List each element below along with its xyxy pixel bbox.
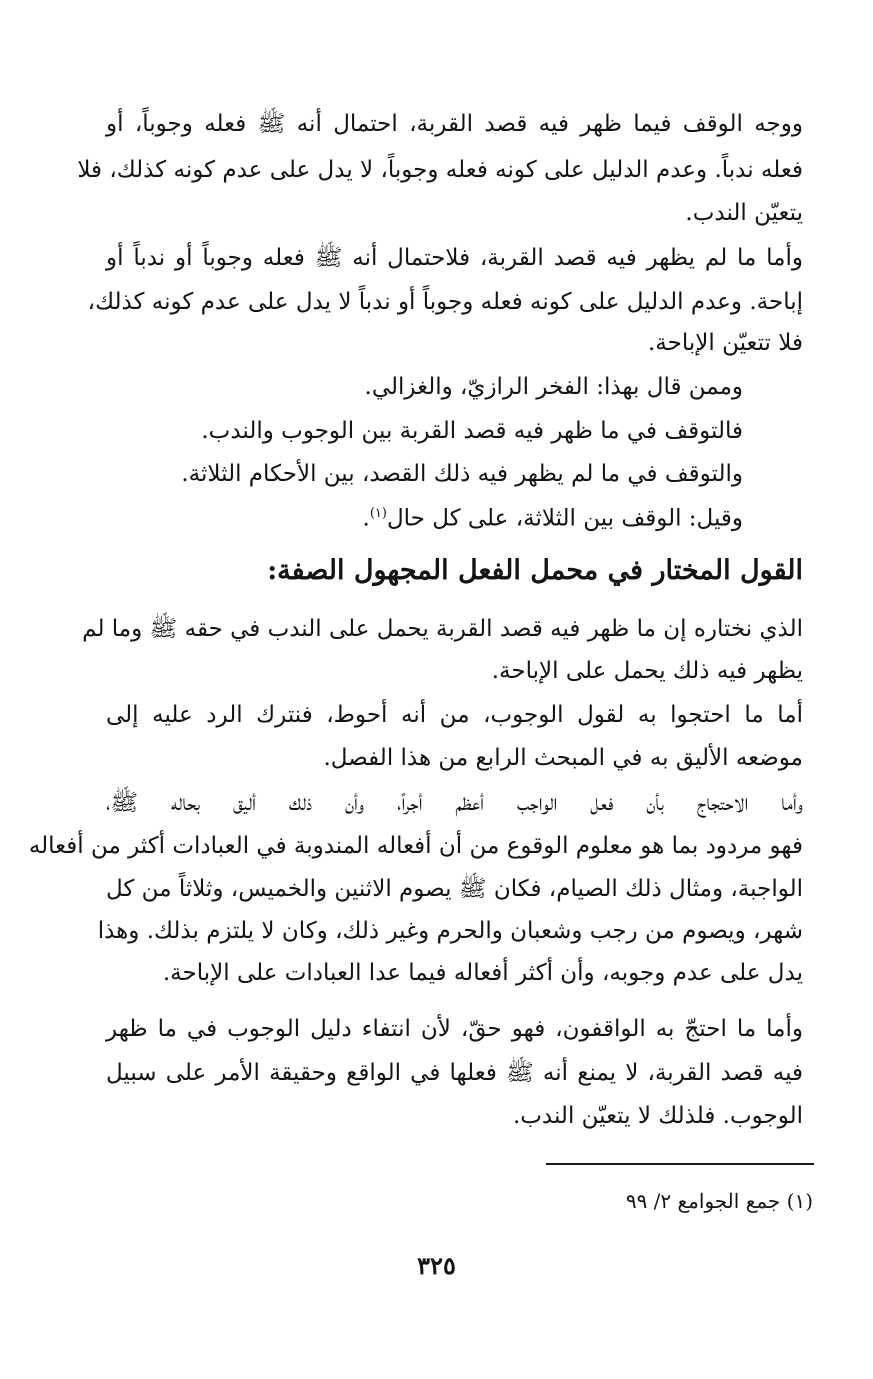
text-line: ووجه الوقف فيما ظهر فيه قصد القربة، احتمال أنه ﷺ فعله وجوباً، أو [106,111,803,137]
text-line: فيه قصد القربة، لا يمنع أنه ﷺ فعلها في الواقع وحقيقة الأمر على سبيل [106,1060,803,1086]
text-line: الذي نختاره إن ما ظهر فيه قصد القربة يحمل على الندب في حقه ﷺ وما لم [82,616,803,642]
text-line: شهر، ويصوم من رجب وشعبان والحرم وغير ذلك، وكان لا يلتزم بذلك. وهذا [97,918,803,944]
text-line [363,497,744,536]
text-line: فهو مردود بما هو معلوم الوقوع من أن أفعاله المندوبة في العبادات أكثر من أفعاله [28,833,803,859]
text-line: إباحة. وعدم الدليل على كونه فعله وجوباً أو ندباً لا يدل على عدم كونه كذلك، [87,289,803,315]
text-line: يظهر فيه ذلك يحمل على الإباحة. [491,658,803,684]
text-line: وممن قال بهذا: الفخر الرازيّ، والغزالي. [364,374,743,400]
text-line: موضعه الأليق به في المبحث الرابع من هذا الفصل. [323,745,803,771]
page-number: ٣٢٥ [417,1251,456,1280]
text-line: وأما ما احتجّ به الواقفون، فهو حقّ، لأن انتفاء دليل الوجوب في ما ظهر [106,1016,803,1042]
text-line-content: وقيل: الوقف بين الثلاثة، على كل حال [386,505,743,532]
text-line: فعله ندباً. وعدم الدليل على كونه فعله وجوباً، لا يدل على عدم كونه كذلك، فلا [77,157,803,183]
period: . [362,505,370,532]
text-line: فلا تتعيّن الإباحة. [647,330,803,356]
text-line: وأما الاحتجاج بأن فعل الواجب أعظم أجراً، وأن ذلك أليق بحاله ﷺ، [106,790,803,816]
footnote-marker: (١) [369,506,387,521]
text-line: يتعيّن الندب. [685,200,803,226]
text-line: يدل على عدم وجوبه، وأن أكثر أفعاله فيما عدا العبادات على الإباحة. [162,960,803,986]
section-heading: القول المختار في محمل الفعل المجهول الصفة: [267,555,803,586]
text-line: فالتوقف في ما ظهر فيه قصد القربة بين الوجوب والندب. [201,418,743,444]
footnote-divider [546,1163,814,1165]
text-line: الواجبة، ومثال ذلك الصيام، فكان ﷺ يصوم الاثنين والخميس، وثلاثاً من كل [106,876,803,902]
text-line: أما ما احتجوا به لقول الوجوب، من أنه أحوط، فنترك الرد عليه إلى [106,702,803,728]
text-line: الوجوب. فلذلك لا يتعيّن الندب. [512,1103,803,1129]
footnote: (١) جمع الجوامع ٢/ ٩٩ [625,1189,813,1213]
text-line: وأما ما لم يظهر فيه قصد القربة، فلاحتمال أنه ﷺ فعله وجوباً أو ندباً أو [106,245,803,271]
text-line: والتوقف في ما لم يظهر فيه ذلك القصد، بين الأحكام الثلاثة. [181,461,743,487]
